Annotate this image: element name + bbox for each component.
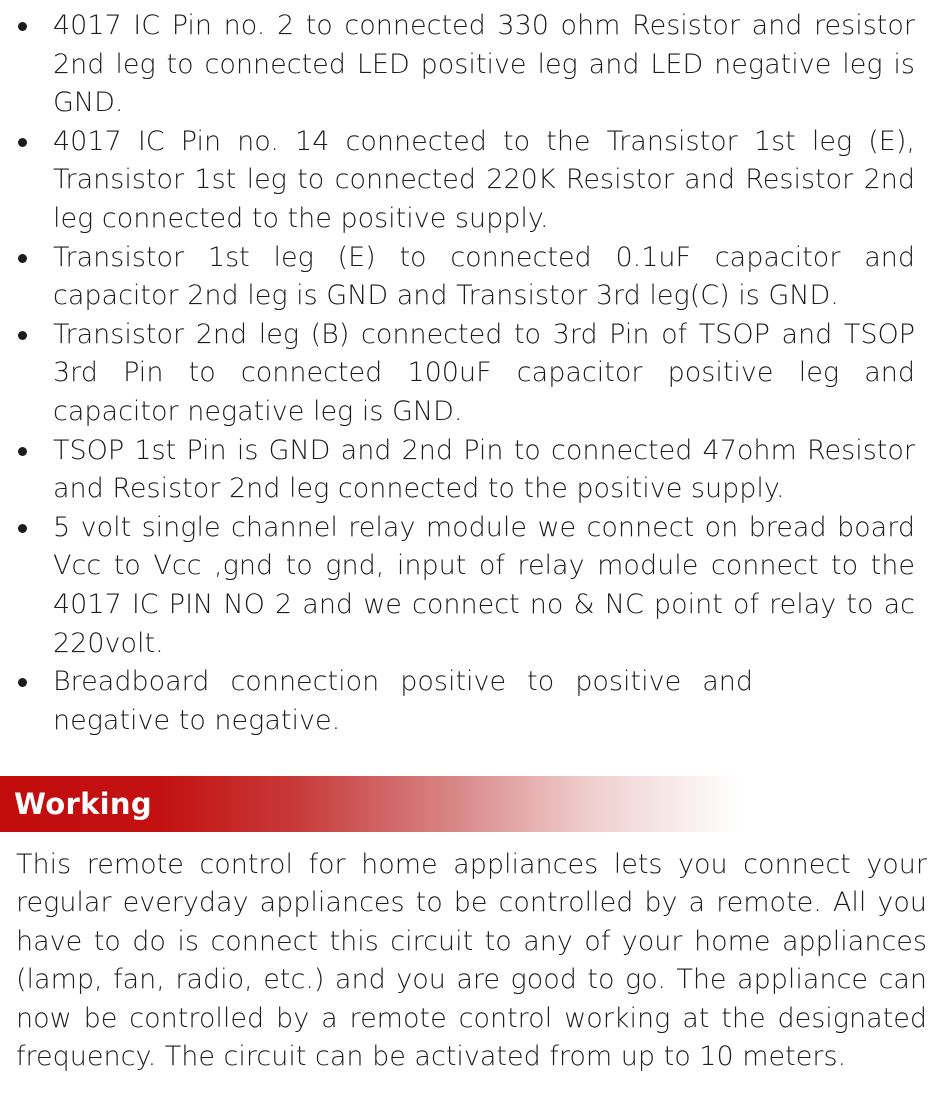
list-item: [0, 123, 937, 239]
section-header-working: [0, 776, 740, 832]
list-item-text: Breadboard connection positive to positive and negative to negative.: [53, 666, 753, 736]
list-item-text: Transistor 1st leg (E) to connected 0.1uF capacitor and capacitor 2nd leg is GND and Transistor 3rd leg(C) is GND.: [53, 241, 915, 312]
section-title: Working: [14, 787, 152, 821]
list-item-text: 4017 IC Pin no. 2 to connected 330 ohm Resistor and resistor 2nd leg to connected LED positive leg and LED negative leg is GND.: [53, 10, 915, 119]
working-paragraph: This remote control for home appliances lets you connect your regular everyday appliances to be controlled by a remote. All you have to do is connect this circuit to any of your home appliances (lamp, fan, radio, etc.) and you are good to go. The appliance can now be controlled by a remote control working at the designated frequency. The circuit can be activated from up to 10 meters.: [16, 849, 927, 1073]
list-item-text: 4017 IC Pin no. 14 connected to the Transistor 1st leg (E), Transistor 1st leg to connected 220K Resistor and Resistor 2nd leg connected to the positive supply.: [53, 125, 915, 234]
list-item: [0, 7, 937, 123]
bullet-icon: [18, 524, 27, 533]
bullet-icon: [18, 254, 27, 263]
bullet-icon: [18, 331, 27, 340]
connection-steps-list: [0, 7, 937, 740]
list-item: [0, 239, 937, 316]
list-item: [0, 509, 937, 663]
bullet-icon: [18, 678, 27, 687]
list-item-text: Transistor 2nd leg (B) connected to 3rd Pin of TSOP and TSOP 3rd Pin to connected 100uF capacitor positive leg and capacitor negative leg is GND.: [53, 318, 915, 427]
list-item: [0, 316, 937, 432]
list-item-text: 5 volt single channel relay module we connect on bread board Vcc to Vcc ,gnd to gnd, input of relay module connect to the 4017 IC PIN NO 2 and we connect no & NC point of relay to ac 220volt.: [53, 511, 915, 659]
list-item-text: TSOP 1st Pin is GND and 2nd Pin to connected 47ohm Resistor and Resistor 2nd leg connected to the positive supply.: [53, 434, 915, 505]
list-item: [0, 432, 937, 509]
bullet-icon: [18, 22, 27, 31]
list-item: [0, 663, 937, 740]
bullet-icon: [18, 138, 27, 147]
bullet-icon: [18, 447, 27, 456]
